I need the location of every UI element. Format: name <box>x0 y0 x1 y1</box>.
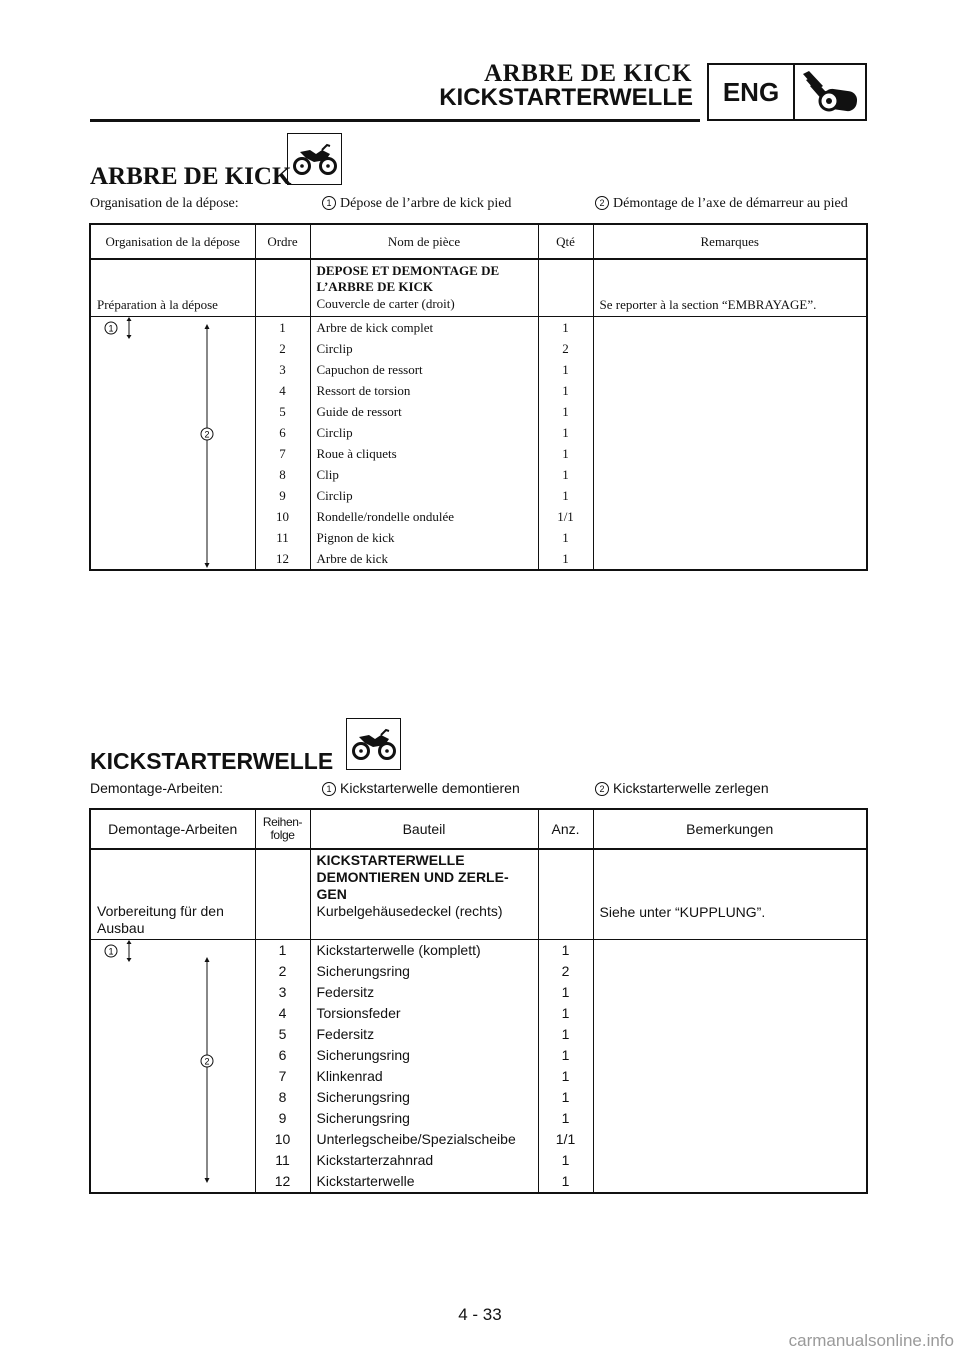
order: 4 <box>255 380 310 401</box>
quantity: 2 <box>538 338 593 359</box>
order: 1 <box>255 940 310 962</box>
order: 9 <box>255 485 310 506</box>
prep-org-line1: Vorbereitung für den <box>97 903 224 919</box>
order: 11 <box>255 527 310 548</box>
quantity: 1 <box>538 422 593 443</box>
col-header: Nom de pièce <box>310 224 538 259</box>
operation-markers <box>90 940 255 1194</box>
part-name: Capuchon de ressort <box>310 359 538 380</box>
org-label: Demontage-Arbeiten: <box>90 780 224 796</box>
part-name: Arbre de kick complet <box>310 317 538 339</box>
order: 6 <box>255 1045 310 1066</box>
remarks-empty <box>593 940 867 1194</box>
part-name: Sicherungsring <box>310 1108 538 1129</box>
part-name: Rondelle/rondelle ondulée <box>310 506 538 527</box>
order: 7 <box>255 1066 310 1087</box>
marker-1: 1 <box>322 196 336 210</box>
step-1 <box>322 196 511 212</box>
prep-heading-line2: DEMONTIEREN UND ZERLE- <box>316 869 509 885</box>
watermark: carmanualsonline.info <box>788 1331 954 1350</box>
prep-org-line2: Ausbau <box>97 920 145 936</box>
page-number: 4 - 33 <box>458 1305 502 1324</box>
part-name: Unterlegscheibe/Spezialscheibe <box>310 1129 538 1150</box>
col-header-order-line1: Reihen- <box>262 815 303 829</box>
quantity: 1 <box>538 485 593 506</box>
step-1-text: Kickstarterwelle demontieren <box>340 780 520 796</box>
quantity: 1 <box>538 548 593 570</box>
marker-2: 2 <box>595 782 609 796</box>
order: 11 <box>255 1150 310 1171</box>
quantity: 1 <box>538 1045 593 1066</box>
order: 6 <box>255 422 310 443</box>
part-name: Kickstarterwelle <box>310 1171 538 1193</box>
col-header: Demontage-Arbeiten <box>90 809 255 849</box>
quantity: 1 <box>538 464 593 485</box>
order: 5 <box>255 401 310 422</box>
quantity: 1 <box>538 359 593 380</box>
marker-2: 2 <box>204 1056 210 1067</box>
marker-1: 1 <box>108 946 114 957</box>
order: 10 <box>255 1129 310 1150</box>
part-name: Pignon de kick <box>310 527 538 548</box>
part-name: Guide de ressort <box>310 401 538 422</box>
engine-badge <box>707 63 867 121</box>
order: 10 <box>255 506 310 527</box>
col-header: Organisation de la dépose <box>90 224 255 259</box>
badge-label: ENG <box>709 65 795 119</box>
engine-icon <box>795 65 865 119</box>
quantity: 1 <box>538 401 593 422</box>
order: 7 <box>255 443 310 464</box>
order: 8 <box>255 1087 310 1108</box>
header-title-fr: ARBRE DE KICK <box>484 60 692 87</box>
prep-part-cell <box>310 259 538 317</box>
prep-heading-line2: L’ARBRE DE KICK <box>316 279 434 294</box>
part-name: Roue à cliquets <box>310 443 538 464</box>
operation-markers <box>90 317 255 571</box>
prep-row <box>90 259 867 317</box>
order: 9 <box>255 1108 310 1129</box>
part-name: Federsitz <box>310 982 538 1003</box>
marker-2: 2 <box>204 429 210 440</box>
parts-table-de <box>89 808 868 1194</box>
part-name: Kickstarterwelle (komplett) <box>310 940 538 962</box>
prep-part: Kurbelgehäusedeckel (rechts) <box>316 903 503 919</box>
quantity: 1 <box>538 443 593 464</box>
prep-org: Préparation à la dépose <box>90 259 255 317</box>
quantity: 1 <box>538 1066 593 1087</box>
quantity: 1 <box>538 1087 593 1108</box>
step-2 <box>595 196 848 212</box>
part-name: Federsitz <box>310 1024 538 1045</box>
quantity: 1 <box>538 1171 593 1193</box>
table-row <box>90 940 867 962</box>
prep-remark: Siehe unter “KUPPLUNG”. <box>593 849 867 940</box>
quantity: 1 <box>538 380 593 401</box>
quantity: 1/1 <box>538 506 593 527</box>
step-2-text: Kickstarterwelle zerlegen <box>613 780 769 796</box>
part-name: Sicherungsring <box>310 961 538 982</box>
marker-1: 1 <box>322 782 336 796</box>
step-2 <box>595 780 769 796</box>
order: 3 <box>255 982 310 1003</box>
col-header: Qté <box>538 224 593 259</box>
marker-2: 2 <box>595 196 609 210</box>
col-header: Bauteil <box>310 809 538 849</box>
prep-org-cell <box>90 849 255 940</box>
part-name: Ressort de torsion <box>310 380 538 401</box>
prep-part-cell <box>310 849 538 940</box>
prep-heading-line3: GEN <box>316 886 347 902</box>
col-header: Remarques <box>593 224 867 259</box>
quantity: 1 <box>538 982 593 1003</box>
col-header-order-line2: folge <box>270 828 295 842</box>
quantity: 1 <box>538 1003 593 1024</box>
part-name: Klinkenrad <box>310 1066 538 1087</box>
quantity: 2 <box>538 961 593 982</box>
motorcycle-icon <box>346 718 401 770</box>
part-name: Circlip <box>310 338 538 359</box>
order: 2 <box>255 961 310 982</box>
col-header: Bemerkungen <box>593 809 867 849</box>
section-title-de: KICKSTARTERWELLE <box>90 748 334 774</box>
motorcycle-icon <box>287 133 342 185</box>
remarks-empty <box>593 317 867 571</box>
part-name: Circlip <box>310 485 538 506</box>
part-name: Clip <box>310 464 538 485</box>
order: 4 <box>255 1003 310 1024</box>
quantity: 1 <box>538 1108 593 1129</box>
prep-heading-line1: KICKSTARTERWELLE <box>316 852 465 868</box>
order: 5 <box>255 1024 310 1045</box>
quantity: 1 <box>538 1150 593 1171</box>
col-header: Ordre <box>255 224 310 259</box>
section-title-fr: ARBRE DE KICK <box>90 163 292 190</box>
header-title-de: KICKSTARTERWELLE <box>439 84 693 111</box>
marker-1: 1 <box>108 323 114 334</box>
order: 1 <box>255 317 310 339</box>
col-header-order <box>255 809 310 849</box>
step-1-text: Dépose de l’arbre de kick pied <box>340 196 512 211</box>
order: 12 <box>255 1171 310 1193</box>
part-name: Kickstarterzahnrad <box>310 1150 538 1171</box>
prep-heading-line1: DEPOSE ET DEMONTAGE DE <box>316 263 500 278</box>
order: 2 <box>255 338 310 359</box>
quantity: 1 <box>538 1024 593 1045</box>
table-row <box>90 317 867 339</box>
part-name: Sicherungsring <box>310 1045 538 1066</box>
part-name: Torsionsfeder <box>310 1003 538 1024</box>
part-name: Sicherungsring <box>310 1087 538 1108</box>
header-rule <box>90 119 700 122</box>
order: 12 <box>255 548 310 570</box>
quantity: 1/1 <box>538 1129 593 1150</box>
step-2-text: Démontage de l’axe de démarreur au pied <box>613 196 848 211</box>
prep-row <box>90 849 867 940</box>
prep-remark: Se reporter à la section “EMBRAYAGE”. <box>593 259 867 317</box>
step-1 <box>322 780 520 796</box>
parts-table-fr <box>89 223 868 571</box>
quantity: 1 <box>538 527 593 548</box>
quantity: 1 <box>538 940 593 962</box>
order: 3 <box>255 359 310 380</box>
part-name: Circlip <box>310 422 538 443</box>
quantity: 1 <box>538 317 593 339</box>
col-header: Anz. <box>538 809 593 849</box>
prep-part: Couvercle de carter (droit) <box>316 296 455 311</box>
part-name: Arbre de kick <box>310 548 538 570</box>
org-label: Organisation de la dépose: <box>90 196 239 211</box>
order: 8 <box>255 464 310 485</box>
